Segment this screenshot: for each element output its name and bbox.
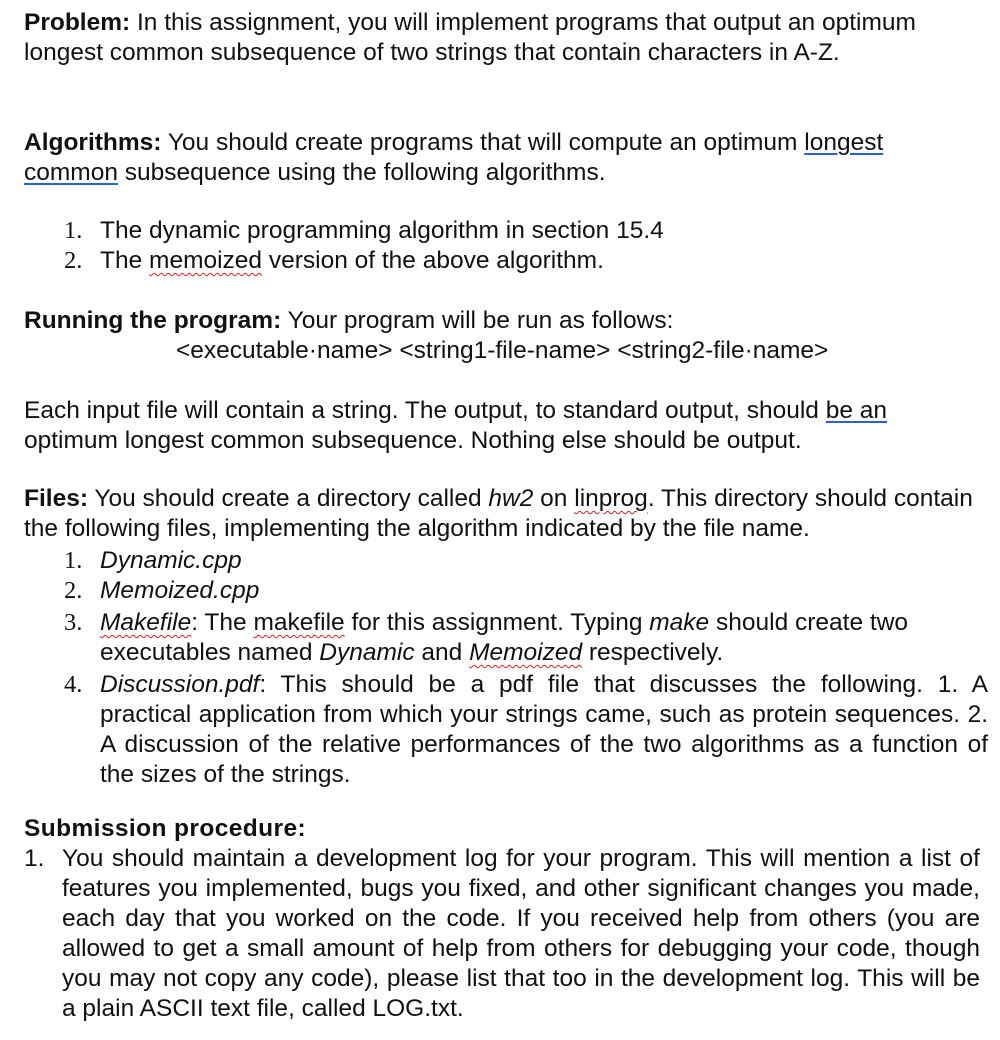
algorithms-label: Algorithms: bbox=[24, 129, 162, 156]
files-text: You should create a directory called bbox=[88, 485, 489, 512]
file-name: Memoized.cpp bbox=[100, 577, 260, 604]
spellcheck-flagged-word: memoized bbox=[149, 247, 263, 274]
running-paragraph bbox=[24, 306, 984, 336]
list-item bbox=[64, 216, 980, 246]
submission-list bbox=[24, 844, 980, 1024]
list-item-text-end: version of the above algorithm. bbox=[262, 247, 604, 274]
file-desc: : This should be a pdf file that discusses the following. 1. A practical application from which your strings came, such as protein sequences. 2. A discussion of the relative performances of the two algorithms as a function of the sizes of the strings. bbox=[100, 671, 988, 788]
file-name: Discussion.pdf bbox=[100, 671, 260, 698]
command-line: <executable·name> <string1-file-name> <string2-file·name> bbox=[176, 337, 829, 364]
files-label: Files: bbox=[24, 485, 88, 512]
list-item-text: You should maintain a development log for your program. This will mention a list of features you implemented, bugs you fixed, and other significant changes you made, each day that you worked on the code. If you received help from others (you are allowed to get a small amount of help from others for debugging your code, though you may not copy any code), please list that too in the development log. This will be a plain ASCII text file, called LOG.txt. bbox=[62, 845, 980, 1022]
algorithms-list bbox=[64, 216, 980, 276]
list-number: 1. bbox=[64, 547, 83, 574]
host-name: linprog bbox=[574, 485, 648, 512]
spellcheck-flagged-word: makefile bbox=[253, 609, 345, 636]
list-number: 1. bbox=[64, 217, 83, 244]
list-number: 2. bbox=[64, 577, 83, 604]
make-command: make bbox=[649, 609, 710, 636]
file-desc: respectively. bbox=[582, 639, 724, 666]
submission-label: Submission procedure: bbox=[24, 815, 307, 842]
problem-text: In this assignment, you will implement programs that output an optimum longest common subsequence of two strings that contain characters in A-Z. bbox=[24, 9, 916, 66]
algorithms-paragraph bbox=[24, 128, 984, 188]
list-item bbox=[64, 608, 988, 668]
list-number: 3. bbox=[64, 609, 83, 636]
file-name: Makefile bbox=[100, 609, 192, 636]
file-desc: and bbox=[414, 639, 470, 666]
list-item-text: The bbox=[100, 247, 150, 274]
files-paragraph bbox=[24, 484, 984, 544]
list-item bbox=[64, 246, 980, 276]
problem-label: Problem: bbox=[24, 9, 131, 36]
algorithms-text: You should create programs that will compute an optimum bbox=[161, 129, 805, 156]
output-paragraph bbox=[24, 396, 984, 456]
list-item bbox=[64, 546, 988, 576]
files-text-on: on bbox=[533, 485, 575, 512]
running-text: Your program will be run as follows: bbox=[281, 307, 674, 334]
list-number: 1. bbox=[24, 845, 45, 872]
problem-paragraph bbox=[24, 8, 984, 68]
list-item bbox=[64, 576, 988, 606]
be-an-underlined: be an bbox=[825, 397, 888, 424]
submission-paragraph bbox=[24, 814, 984, 844]
files-list bbox=[64, 546, 988, 790]
file-desc: for this assignment. Typing bbox=[344, 609, 650, 636]
output-text: Each input file will contain a string. The output, to standard output, should bbox=[24, 397, 826, 424]
running-label: Running the program: bbox=[24, 307, 282, 334]
file-name: Dynamic.cpp bbox=[100, 547, 242, 574]
file-desc: should create two executables named bbox=[100, 609, 909, 666]
file-desc: : The bbox=[191, 609, 254, 636]
list-item bbox=[24, 844, 980, 1024]
algorithms-text-end: subsequence using the following algorithms. bbox=[117, 159, 606, 186]
list-number: 2. bbox=[64, 247, 83, 274]
list-item-text: The dynamic programming algorithm in section 15.4 bbox=[100, 217, 664, 244]
list-item bbox=[64, 670, 988, 790]
list-number: 4. bbox=[64, 671, 83, 698]
output-text-end: optimum longest common subsequence. Nothing else should be output. bbox=[24, 427, 802, 454]
executable-name: Dynamic bbox=[319, 639, 415, 666]
executable-name: Memoized bbox=[469, 639, 583, 666]
longest-common-underlined: longest common bbox=[24, 129, 884, 186]
directory-name: hw2 bbox=[488, 485, 534, 512]
files-text-end: . This directory should contain the following files, implementing the algorithm indicated by the file name. bbox=[24, 485, 973, 542]
